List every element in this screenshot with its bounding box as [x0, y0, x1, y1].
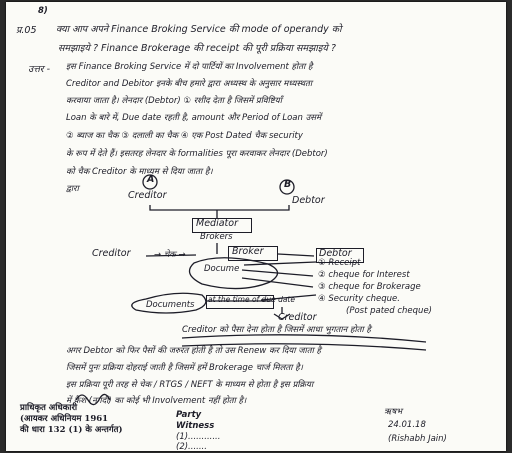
list-item-2: ② cheque for Interest — [318, 270, 410, 280]
answer-line-2: Creditor and Debitor इनके बीच हमारे द्वारा अध्यस्थ के अनुसार मध्यस्थता — [66, 79, 313, 89]
signatory-name: (Rishabh Jain) — [388, 434, 447, 444]
question-line-1: क्या आप अपने Finance Broking Service की mode of operandy को — [56, 24, 342, 35]
question-number: प्र.05 — [16, 25, 37, 36]
brokers-label: Brokers — [200, 232, 233, 242]
creditor-label: Creditor — [92, 248, 131, 259]
node-creditor-top: Creditor — [128, 190, 167, 201]
bottom-line-5: में कैश (नगदी) का कोई भी Involvement नहीं होता है। — [66, 396, 247, 406]
witness-line-1: (1)............ — [176, 432, 221, 442]
list-item-1: ① Receipt — [318, 258, 361, 268]
mediator-label: Mediator — [196, 218, 238, 229]
list-item-3: ③ cheque for Brokerage — [318, 282, 421, 292]
signatory-date: 24.01.18 — [388, 420, 426, 430]
list-item-4-note: (Post pated cheque) — [346, 306, 432, 316]
cheque-label: → चेक → — [154, 250, 186, 260]
broker-label: Broker — [232, 246, 264, 257]
node-debtor-top: Debtor — [292, 195, 325, 206]
party-label: Party — [176, 410, 202, 420]
node-b-marker: B — [284, 179, 292, 190]
answer-line-1: इस Finance Broking Service में दो पार्टियों का Involvement होता है — [66, 62, 313, 72]
answer-line-3: करवाया जाता है। लेनदार (Debtor) ① रशीद देता है जिसमें प्रविष्टियाँ — [66, 96, 282, 106]
documents-label: Documents — [146, 300, 195, 310]
witness-label: Witness — [176, 421, 215, 431]
answer-line-7: को चैक Creditor के माध्यम से दिया जाता है। — [66, 167, 213, 177]
document-page — [6, 2, 506, 451]
officer-stamp: प्राधिकृत अधिकारी (आयकर अधिनियम 1961 की धारा 132 (1) के अन्तर्गत) — [20, 403, 123, 435]
question-line-2: समझाइये ? Finance Brokerage की receipt की पूरी प्रक्रिया समझाइये ? — [58, 43, 336, 54]
signature-squiggle — [6, 2, 506, 451]
bottom-line-1: Creditor को पैसा देना होता है जिसमें आधा भुगतान होता है — [182, 325, 371, 335]
creditor-bottom-label: Creditor — [278, 312, 317, 323]
debtor-label: Debtor — [319, 248, 352, 259]
witness-line-2: (2)....... — [176, 442, 207, 451]
answer-label: उत्तर - — [28, 64, 51, 75]
due-date-label: at the time of due date — [208, 295, 295, 304]
list-item-4: ④ Security cheque. — [318, 294, 400, 304]
bottom-line-3: जिसमें पुनः प्रक्रिया दोहराई जाती है जिसमें हमें Brokerage चार्ज मिलता है। — [66, 363, 303, 373]
answer-line-4: Loan के बारे में, Due date रहती है, amount और Period of Loan उसमें — [66, 113, 322, 123]
bottom-line-2: अगर Debtor को फिर पैसों की जरुरत होती है तो उस Renew कर दिया जाता है — [66, 346, 322, 356]
node-a-marker: A — [147, 174, 155, 185]
bottom-line-4: इस प्रक्रिया पूरी तरह से चेक / RTGS / NEFT के माध्यम से होता है इस प्रक्रिया — [66, 380, 314, 390]
answer-line-5: ② ब्याज का चैक ③ दलाली का चैक ④ एक Post Dated चैक security — [66, 131, 303, 141]
signatory-mark: ऋषभ — [384, 407, 403, 417]
document-ellipse-label: Docume — [204, 264, 240, 274]
answer-line-6: के रूप में देते हैं। इसतरह लेनदार के formalities पूरा करवाकर लेनदार (Debtor) — [66, 149, 328, 159]
answer-line-8: द्वारा — [66, 184, 79, 194]
page-mark: 8) — [38, 6, 48, 16]
